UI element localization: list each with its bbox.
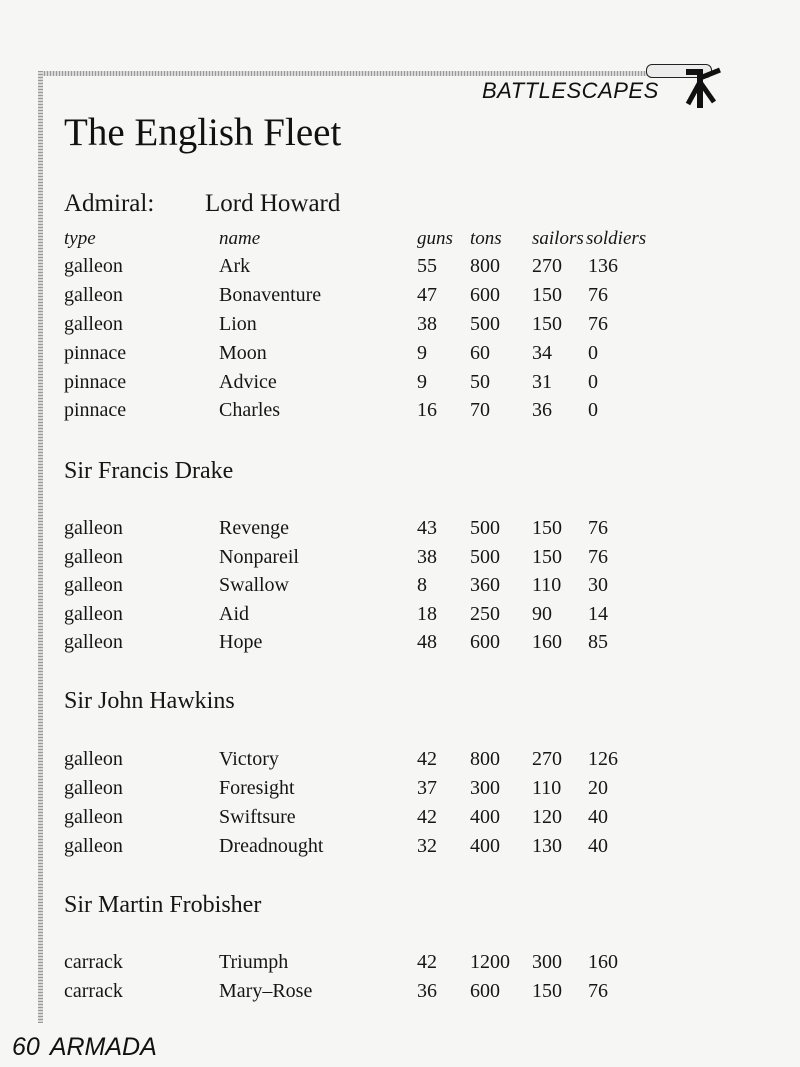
ship-guns: 47 bbox=[417, 284, 437, 306]
admiral-line bbox=[64, 190, 341, 218]
ship-tons: 800 bbox=[470, 748, 500, 770]
ship-soldiers: 14 bbox=[588, 603, 608, 625]
ship-name: Foresight bbox=[219, 777, 295, 799]
ship-name: Revenge bbox=[219, 517, 289, 539]
ship-sailors: 300 bbox=[532, 951, 562, 973]
commander-heading: Sir John Hawkins bbox=[64, 688, 235, 714]
ship-name: Ark bbox=[219, 255, 251, 277]
ship-soldiers: 76 bbox=[588, 980, 608, 1002]
ship-tons: 250 bbox=[470, 603, 500, 625]
ship-soldiers: 76 bbox=[588, 546, 608, 568]
ship-soldiers: 40 bbox=[588, 806, 608, 828]
ship-row bbox=[0, 313, 800, 337]
ship-guns: 42 bbox=[417, 806, 437, 828]
ship-guns: 38 bbox=[417, 313, 437, 335]
ship-sailors: 130 bbox=[532, 835, 562, 857]
ship-tons: 500 bbox=[470, 517, 500, 539]
ship-sailors: 160 bbox=[532, 631, 562, 653]
ship-row bbox=[0, 980, 800, 1004]
ship-tons: 360 bbox=[470, 574, 500, 596]
ship-tons: 60 bbox=[470, 342, 490, 364]
ship-soldiers: 136 bbox=[588, 255, 618, 277]
admiral-label: Admiral: bbox=[64, 190, 155, 217]
col-head-name: name bbox=[219, 228, 261, 249]
ship-type: galleon bbox=[64, 748, 123, 770]
ship-name: Lion bbox=[219, 313, 257, 335]
page-title: The English Fleet bbox=[64, 111, 342, 154]
ship-soldiers: 76 bbox=[588, 313, 608, 335]
page-footer bbox=[12, 1033, 157, 1062]
ship-row bbox=[0, 835, 800, 859]
book-title: ARMADA bbox=[49, 1033, 157, 1061]
col-head-type: type bbox=[64, 228, 96, 249]
ship-row bbox=[0, 777, 800, 801]
ship-type: galleon bbox=[64, 574, 123, 596]
ship-sailors: 31 bbox=[532, 371, 552, 393]
ship-soldiers: 0 bbox=[588, 399, 598, 421]
ship-type: galleon bbox=[64, 631, 123, 653]
ship-row bbox=[0, 806, 800, 830]
ship-sailors: 110 bbox=[532, 574, 562, 596]
ship-sailors: 270 bbox=[532, 748, 562, 770]
ship-guns: 36 bbox=[417, 980, 437, 1002]
ship-type: galleon bbox=[64, 603, 123, 625]
ship-row bbox=[0, 284, 800, 308]
page-frame-top bbox=[38, 71, 650, 76]
ship-guns: 42 bbox=[417, 951, 437, 973]
ship-guns: 9 bbox=[417, 371, 427, 393]
ship-type: galleon bbox=[64, 517, 123, 539]
header-logo-icon bbox=[676, 64, 726, 114]
ship-soldiers: 85 bbox=[588, 631, 608, 653]
ship-type: pinnace bbox=[64, 399, 127, 421]
ship-soldiers: 160 bbox=[588, 951, 618, 973]
ship-name: Mary–Rose bbox=[219, 980, 313, 1002]
ship-name: Moon bbox=[219, 342, 267, 364]
ship-soldiers: 20 bbox=[588, 777, 608, 799]
ship-sailors: 150 bbox=[532, 546, 562, 568]
ship-soldiers: 76 bbox=[588, 284, 608, 306]
ship-sailors: 34 bbox=[532, 342, 552, 364]
ship-row bbox=[0, 255, 800, 279]
ship-row bbox=[0, 342, 800, 366]
commander-heading: Sir Francis Drake bbox=[64, 458, 234, 484]
ship-soldiers: 40 bbox=[588, 835, 608, 857]
ship-soldiers: 126 bbox=[588, 748, 618, 770]
ship-tons: 800 bbox=[470, 255, 500, 277]
ship-name: Hope bbox=[219, 631, 263, 653]
ship-row bbox=[0, 748, 800, 772]
ship-type: galleon bbox=[64, 284, 123, 306]
admiral-name: Lord Howard bbox=[205, 190, 341, 217]
ship-type: pinnace bbox=[64, 371, 127, 393]
ship-tons: 600 bbox=[470, 284, 500, 306]
ship-guns: 9 bbox=[417, 342, 427, 364]
ship-soldiers: 0 bbox=[588, 371, 598, 393]
ship-guns: 8 bbox=[417, 574, 427, 596]
ship-name: Advice bbox=[219, 371, 277, 393]
ship-sailors: 150 bbox=[532, 517, 562, 539]
ship-name: Dreadnought bbox=[219, 835, 324, 857]
ship-guns: 18 bbox=[417, 603, 437, 625]
ship-name: Nonpareil bbox=[219, 546, 299, 568]
ship-name: Charles bbox=[219, 399, 281, 421]
ship-guns: 32 bbox=[417, 835, 437, 857]
commander-heading: Sir Martin Frobisher bbox=[64, 892, 262, 918]
ship-row bbox=[0, 517, 800, 541]
ship-guns: 43 bbox=[417, 517, 437, 539]
ship-name: Triumph bbox=[219, 951, 289, 973]
ship-row bbox=[0, 603, 800, 627]
page-number: 60 bbox=[12, 1033, 40, 1061]
ship-guns: 38 bbox=[417, 546, 437, 568]
ship-sailors: 36 bbox=[532, 399, 552, 421]
ship-type: carrack bbox=[64, 951, 123, 973]
ship-soldiers: 30 bbox=[588, 574, 608, 596]
ship-sailors: 120 bbox=[532, 806, 562, 828]
ship-guns: 16 bbox=[417, 399, 437, 421]
ship-sailors: 150 bbox=[532, 980, 562, 1002]
ship-tons: 400 bbox=[470, 806, 500, 828]
ship-name: Aid bbox=[219, 603, 249, 625]
ship-type: galleon bbox=[64, 546, 123, 568]
ship-guns: 37 bbox=[417, 777, 437, 799]
ship-guns: 42 bbox=[417, 748, 437, 770]
ship-row bbox=[0, 371, 800, 395]
ship-name: Swiftsure bbox=[219, 806, 296, 828]
ship-row bbox=[0, 951, 800, 975]
ship-name: Bonaventure bbox=[219, 284, 322, 306]
ship-type: galleon bbox=[64, 255, 123, 277]
ship-type: carrack bbox=[64, 980, 123, 1002]
ship-tons: 50 bbox=[470, 371, 490, 393]
col-head-sailors: sailors bbox=[532, 228, 584, 249]
ship-type: galleon bbox=[64, 835, 123, 857]
ship-type: galleon bbox=[64, 806, 123, 828]
ship-tons: 500 bbox=[470, 313, 500, 335]
col-head-tons: tons bbox=[470, 228, 502, 249]
ship-row bbox=[0, 399, 800, 423]
ship-tons: 300 bbox=[470, 777, 500, 799]
ship-row bbox=[0, 631, 800, 655]
ship-row bbox=[0, 574, 800, 598]
col-head-soldiers: soldiers bbox=[586, 228, 647, 249]
ship-sailors: 110 bbox=[532, 777, 562, 799]
ship-soldiers: 0 bbox=[588, 342, 598, 364]
ship-name: Swallow bbox=[219, 574, 289, 596]
ship-guns: 55 bbox=[417, 255, 437, 277]
ship-tons: 70 bbox=[470, 399, 490, 421]
ship-guns: 48 bbox=[417, 631, 437, 653]
ship-sailors: 270 bbox=[532, 255, 562, 277]
ship-tons: 600 bbox=[470, 980, 500, 1002]
ship-tons: 1200 bbox=[470, 951, 510, 973]
ship-name: Victory bbox=[219, 748, 279, 770]
ship-tons: 400 bbox=[470, 835, 500, 857]
ship-sailors: 90 bbox=[532, 603, 552, 625]
ship-tons: 600 bbox=[470, 631, 500, 653]
ship-sailors: 150 bbox=[532, 313, 562, 335]
ship-type: pinnace bbox=[64, 342, 127, 364]
ship-tons: 500 bbox=[470, 546, 500, 568]
ship-soldiers: 76 bbox=[588, 517, 608, 539]
ship-type: galleon bbox=[64, 313, 123, 335]
ship-type: galleon bbox=[64, 777, 123, 799]
header-label: BATTLESCAPES bbox=[482, 78, 659, 103]
col-head-guns: guns bbox=[417, 228, 453, 249]
ship-sailors: 150 bbox=[532, 284, 562, 306]
ship-row bbox=[0, 546, 800, 570]
